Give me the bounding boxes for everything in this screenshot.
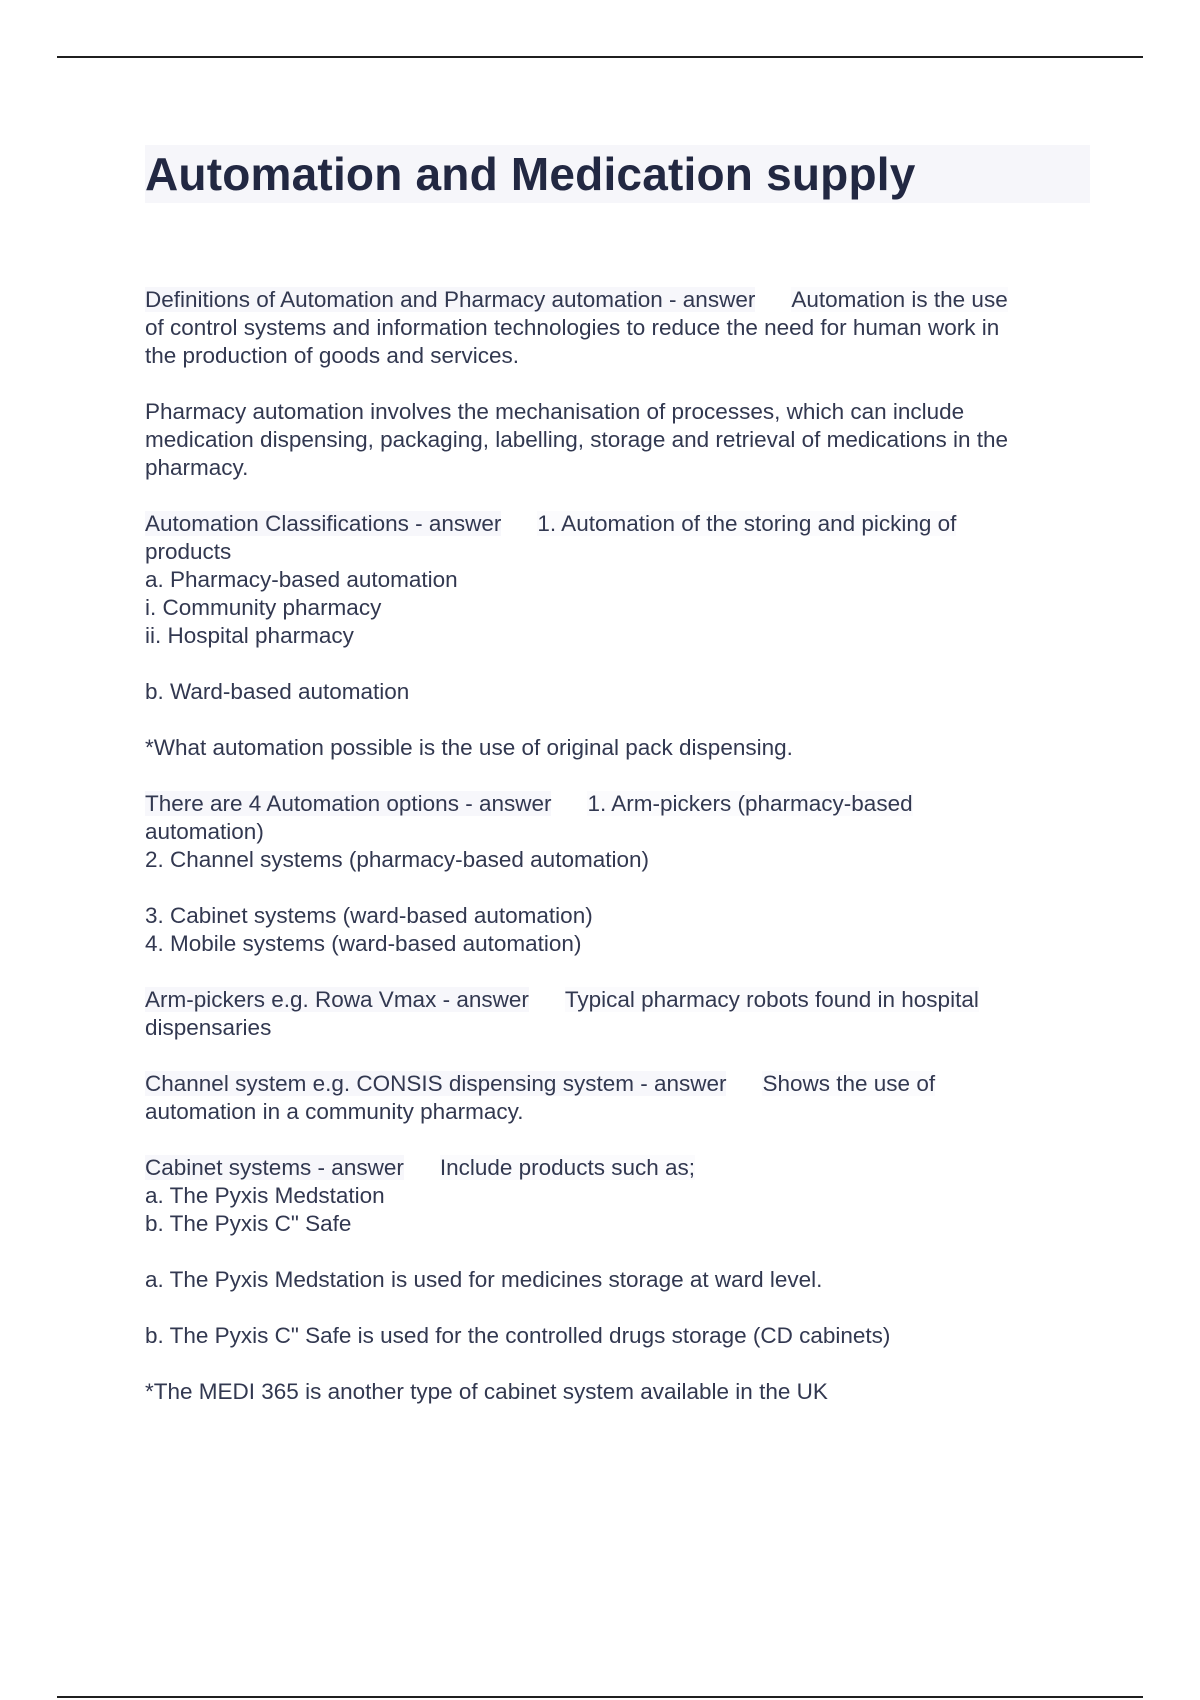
text-line: medication dispensing, packaging, labelling, storage and retrieval of medications in the: [145, 427, 1009, 452]
text-line: a. The Pyxis Medstation is used for medicines storage at ward level.: [145, 1267, 823, 1292]
question-term: Automation Classifications - answer: [145, 511, 502, 536]
text-line: dispensaries: [145, 1015, 272, 1040]
paragraph: [145, 986, 1090, 1042]
question-term: Cabinet systems - answer: [145, 1155, 404, 1180]
paragraph: [145, 398, 1090, 482]
answer-text: 1. Arm-pickers (pharmacy-based: [587, 791, 913, 816]
text-line: [145, 1154, 1090, 1182]
text-line: [145, 286, 1090, 314]
text-line: [145, 1070, 1090, 1098]
answer-text: Shows the use of: [762, 1071, 936, 1096]
answer-text: Include products such as;: [439, 1155, 695, 1180]
text-line: b. The Pyxis C" Safe is used for the controlled drugs storage (CD cabinets): [145, 1323, 891, 1348]
question-term: Arm-pickers e.g. Rowa Vmax - answer: [145, 987, 529, 1012]
text-line: 4. Mobile systems (ward-based automation): [145, 931, 582, 956]
paragraph: [145, 1154, 1090, 1238]
text-line: b. The Pyxis C" Safe: [145, 1211, 352, 1236]
text-line: automation): [145, 819, 264, 844]
text-line: a. The Pyxis Medstation: [145, 1183, 385, 1208]
text-line: ii. Hospital pharmacy: [145, 623, 354, 648]
question-term: There are 4 Automation options - answer: [145, 791, 552, 816]
paragraph: [145, 1378, 1090, 1406]
top-rule: [57, 56, 1143, 58]
question-term: Channel system e.g. CONSIS dispensing system - answer: [145, 1071, 727, 1096]
page-title: Automation and Medication supply: [145, 145, 1090, 203]
document-content: [145, 145, 1090, 1406]
paragraph: [145, 790, 1090, 874]
paragraph: [145, 1322, 1090, 1350]
question-term: Definitions of Automation and Pharmacy automation - answer: [145, 287, 756, 312]
paragraph: [145, 1070, 1090, 1126]
answer-text: Automation is the use: [791, 287, 1008, 312]
paragraph: [145, 510, 1090, 650]
text-line: the production of goods and services.: [145, 343, 519, 368]
text-line: of control systems and information technologies to reduce the need for human work in: [145, 315, 1000, 340]
text-line: products: [145, 539, 232, 564]
text-line: a. Pharmacy-based automation: [145, 567, 458, 592]
text-line: 3. Cabinet systems (ward-based automation): [145, 903, 593, 928]
text-line: [145, 790, 1090, 818]
text-line: pharmacy.: [145, 455, 249, 480]
bottom-rule: [57, 1696, 1143, 1698]
paragraph: [145, 734, 1090, 762]
paragraph: [145, 902, 1090, 958]
answer-text: 1. Automation of the storing and picking of: [537, 511, 957, 536]
text-line: *What automation possible is the use of original pack dispensing.: [145, 735, 793, 760]
text-line: [145, 510, 1090, 538]
answer-text: Typical pharmacy robots found in hospital: [564, 987, 979, 1012]
text-line: 2. Channel systems (pharmacy-based automation): [145, 847, 649, 872]
text-line: b. Ward-based automation: [145, 679, 410, 704]
paragraph: [145, 1266, 1090, 1294]
text-line: *The MEDI 365 is another type of cabinet system available in the UK: [145, 1379, 828, 1404]
paragraph: [145, 678, 1090, 706]
text-line: Pharmacy automation involves the mechanisation of processes, which can include: [145, 399, 965, 424]
text-line: i. Community pharmacy: [145, 595, 382, 620]
text-line: [145, 986, 1090, 1014]
text-line: automation in a community pharmacy.: [145, 1099, 524, 1124]
paragraph: [145, 286, 1090, 370]
document-body: [145, 286, 1090, 1406]
